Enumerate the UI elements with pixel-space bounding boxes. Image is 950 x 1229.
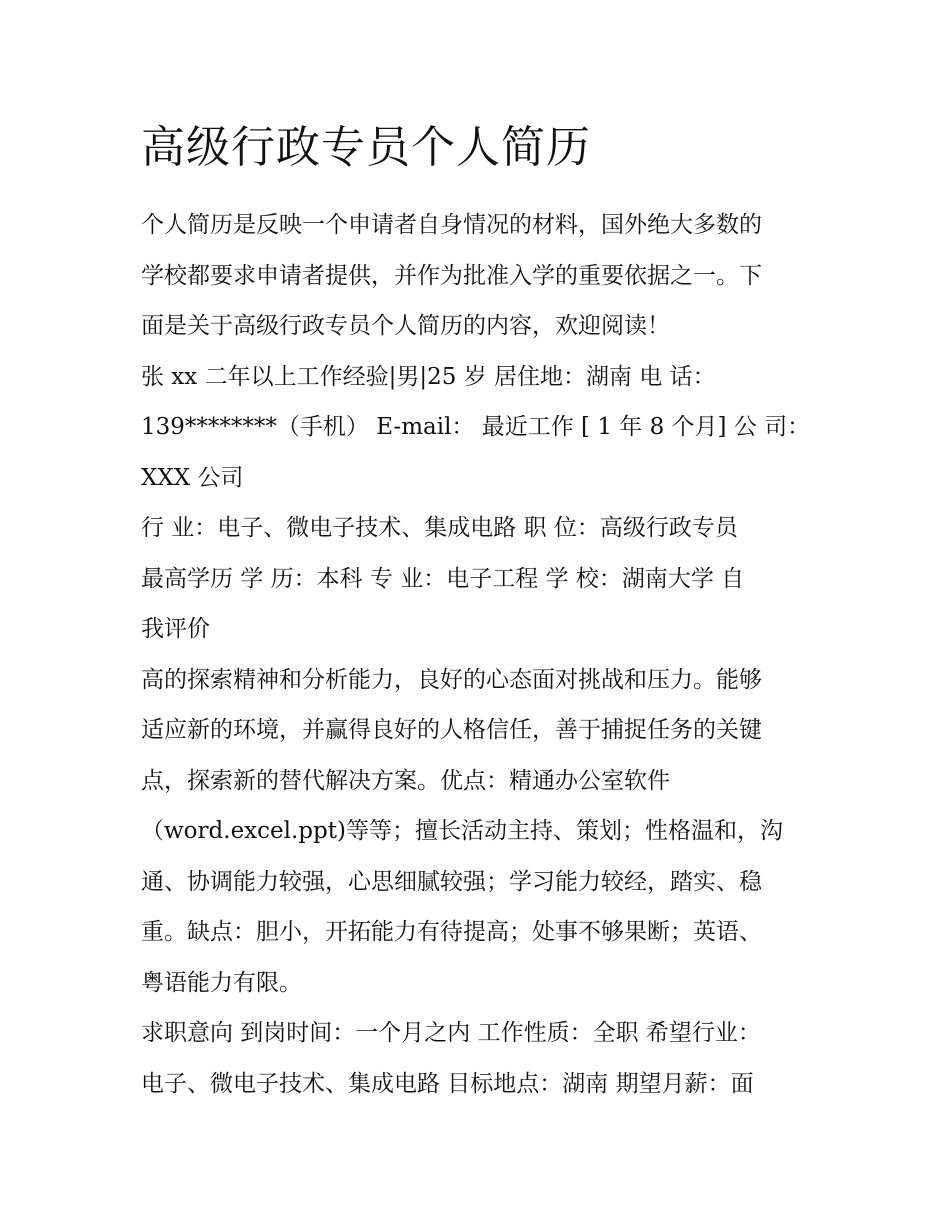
text-line: 通、协调能力较强，心思细腻较强；学习能力较经，踏实、稳 (141, 868, 762, 895)
text-line: 个人简历是反映一个申请者自身情况的材料，国外绝大多数的 (141, 212, 762, 238)
text-line: 电子、微电子技术、集成电路 目标地点：湖南 期望月薪：面 (141, 1070, 754, 1097)
document-body (141, 118, 816, 1109)
text-line: 行 业：电子、微电子技术、集成电路 职 位：高级行政专员 (141, 515, 738, 541)
text-line: 点，探索新的替代解决方案。优点：精通办公室软件 (141, 767, 670, 794)
text-line: 张 xx 二年以上工作经验|男|25 岁 居住地：湖南 电 话： (141, 363, 716, 390)
text-line: 求职意向 到岗时间：一个月之内 工作性质：全职 希望行业： (141, 1020, 761, 1046)
education-paragraph (141, 554, 816, 655)
self-evaluation-paragraph (141, 655, 816, 1009)
text-line: 我评价 (141, 616, 210, 642)
text-line: （word.excel.ppt)等等；擅长活动主持、策划；性格温和，沟 (141, 818, 783, 844)
text-line: 重。缺点：胆小，开拓能力有待提高；处事不够果断；英语、 (141, 919, 762, 945)
industry-position-paragraph (141, 503, 816, 554)
text-line: 适应新的环境，并赢得良好的人格信任，善于捕捉任务的关键 (141, 717, 762, 743)
text-line: 面是关于高级行政专员个人简历的内容，欢迎阅读！ (141, 313, 670, 339)
text-line: 粤语能力有限。 (141, 969, 302, 996)
text-line: 高的探索精神和分析能力，良好的心态面对挑战和压力。能够 (141, 666, 762, 693)
page-title: 高级行政专员个人简历 (141, 122, 591, 173)
job-intention-paragraph (141, 1008, 816, 1109)
text-line: 最高学历 学 历：本科 专 业：电子工程 学 校：湖南大学 自 (141, 565, 745, 592)
text-line: XXX 公司 (141, 464, 244, 491)
text-line: 139********（手机） E-mail： 最近工作 [ 1 年 8 个月] 公 司： (141, 414, 811, 440)
text-line: 学校都要求申请者提供，并作为批准入学的重要依据之一。下 (141, 262, 762, 289)
intro-paragraph (141, 200, 816, 352)
basic-info-paragraph (141, 352, 816, 504)
